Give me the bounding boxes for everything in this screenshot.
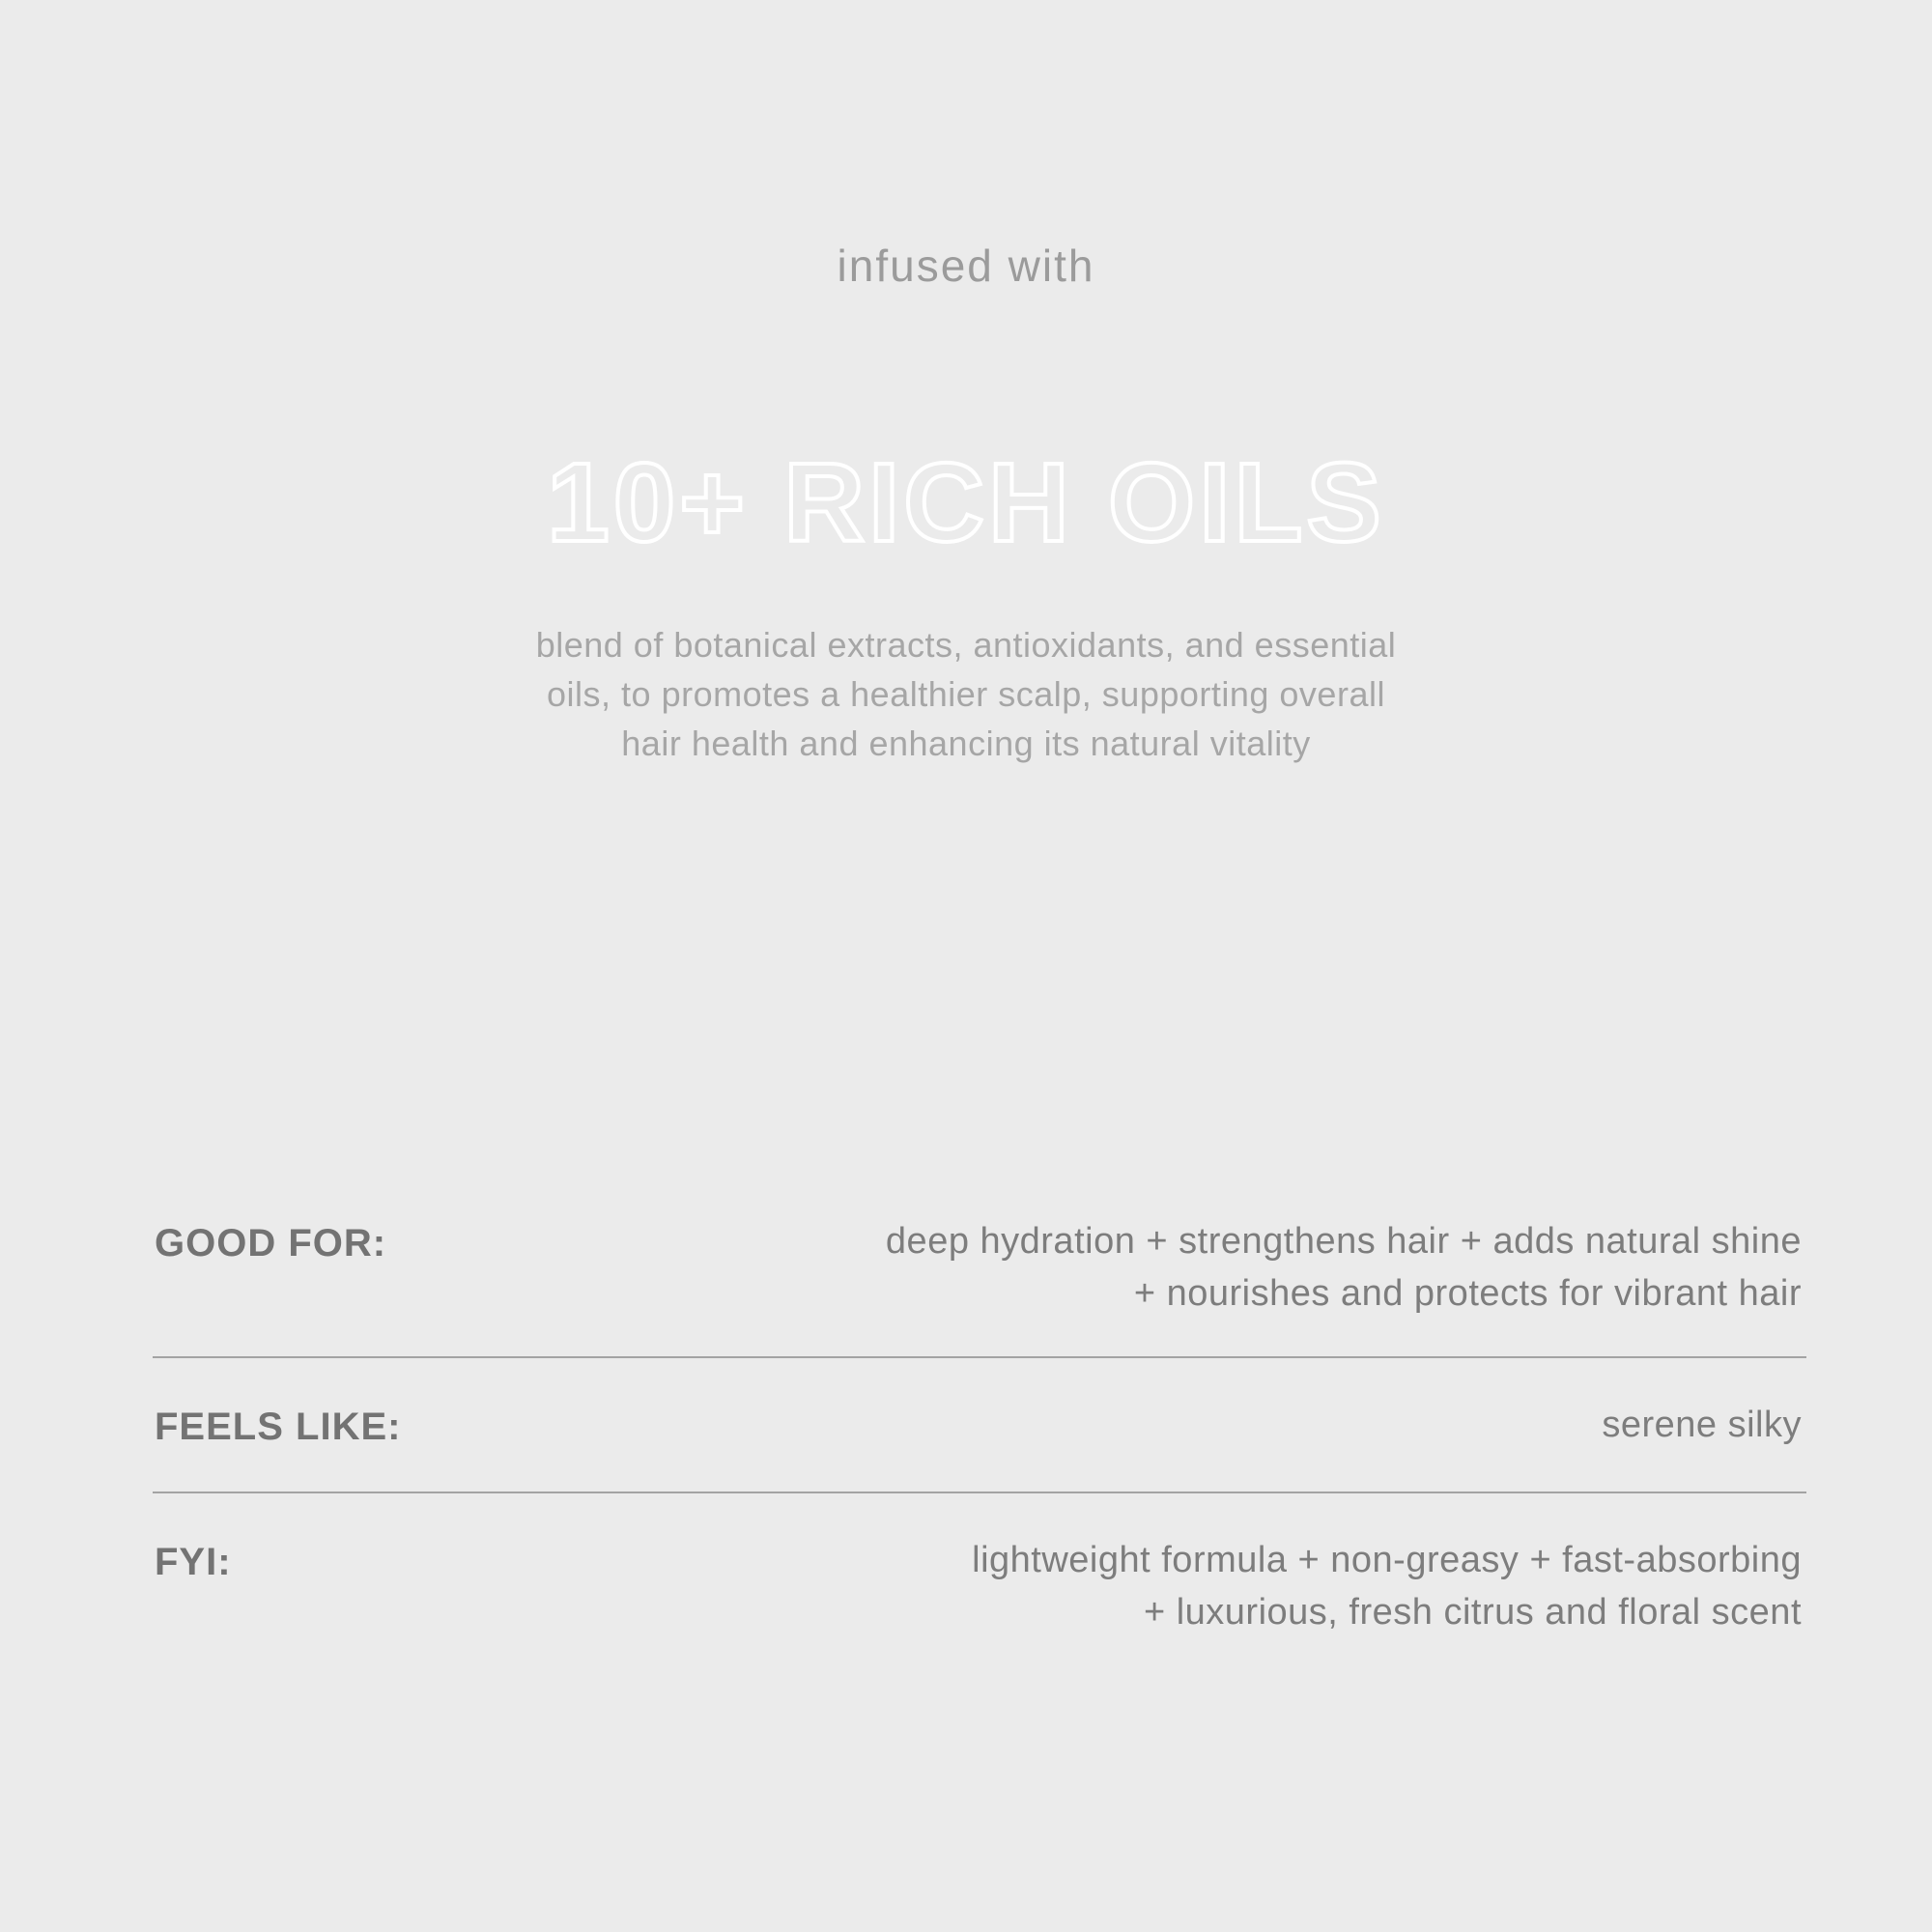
detail-value-line: + luxurious, fresh citrus and floral scent <box>1143 1592 1802 1633</box>
description-line: blend of botanical extracts, antioxidants, and essential <box>535 625 1397 665</box>
description-paragraph <box>0 620 1932 768</box>
description-line: hair health and enhancing its natural vitality <box>621 724 1311 763</box>
detail-value-line: serene silky <box>1602 1405 1802 1445</box>
detail-value-line: lightweight formula + non-greasy + fast-absorbing <box>972 1540 1802 1580</box>
divider <box>153 1492 1806 1493</box>
divider <box>153 1356 1806 1358</box>
detail-value-line: deep hydration + strengthens hair + adds natural shine <box>885 1221 1802 1262</box>
detail-value-feels-like <box>1602 1399 1802 1451</box>
detail-row-fyi <box>155 1534 1802 1638</box>
product-highlight-title: 10+ RICH OILS <box>547 440 1385 565</box>
detail-label-feels-like: FEELS LIKE: <box>155 1406 402 1448</box>
eyebrow-text: infused with <box>837 241 1095 291</box>
detail-value-line: + nourishes and protects for vibrant hair <box>1133 1273 1802 1314</box>
detail-label-good-for: GOOD FOR: <box>155 1222 387 1264</box>
detail-label-fyi: FYI: <box>155 1541 232 1583</box>
detail-row-good-for <box>155 1215 1802 1320</box>
description-line: oils, to promotes a healthier scalp, supporting overall <box>547 674 1385 714</box>
detail-value-good-for <box>886 1215 1802 1320</box>
detail-row-feels-like <box>155 1399 1802 1453</box>
detail-value-fyi <box>972 1534 1802 1638</box>
